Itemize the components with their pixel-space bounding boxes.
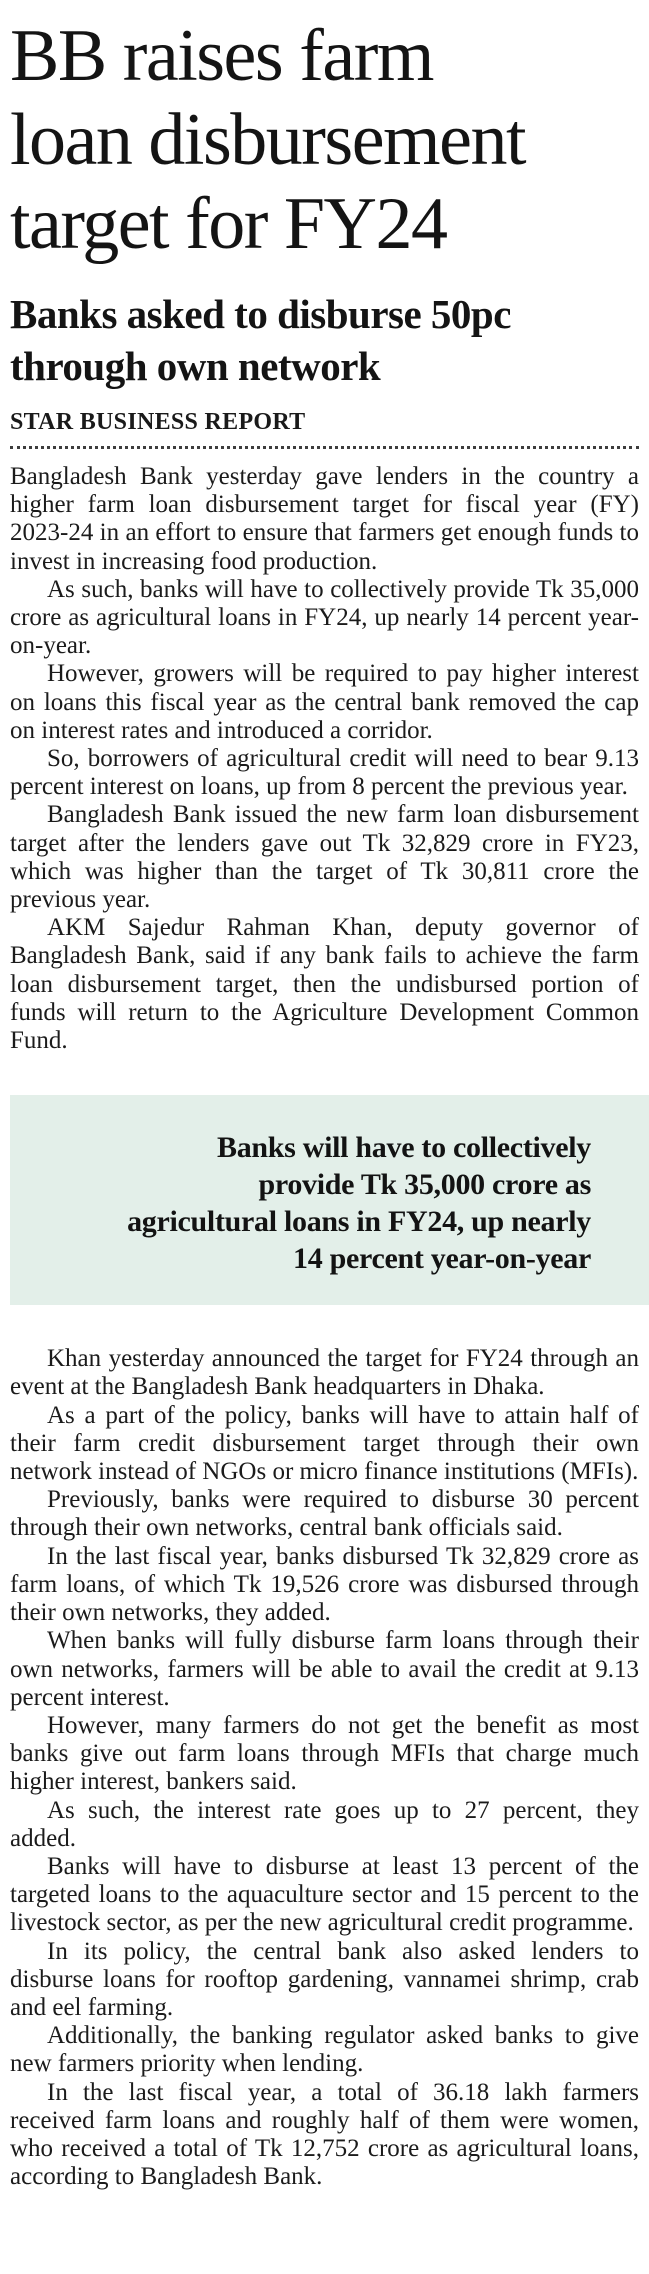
subheadline-line: Banks asked to disburse 50pc [10,291,511,337]
paragraph: In the last fiscal year, banks disbursed Tk 32,829 crore as farm loans, of which Tk 19,526 crore was disbursed through their own networks, they added. [10,1542,639,1627]
headline-line: target for FY24 [10,183,447,265]
subheadline [10,288,639,392]
paragraph: Previously, banks were required to disburse 30 percent through their own networks, central bank officials said. [10,1486,639,1542]
dotted-separator [10,446,639,449]
headline-line: loan disbursement [10,99,526,181]
pull-quote-line: Banks will have to collectively [216,1131,591,1165]
paragraph: Additionally, the banking regulator asked banks to give new farmers priority when lending. [10,2022,639,2078]
article-body-top [10,463,639,1055]
paragraph: As a part of the policy, banks will have to attain half of their farm credit disbursement target through their own network instead of NGOs or micro finance institutions (MFIs). [10,1401,639,1486]
byline: STAR BUSINESS REPORT [10,409,306,435]
headline [10,14,639,266]
paragraph: AKM Sajedur Rahman Khan, deputy governor of Bangladesh Bank, said if any bank fails to achieve the farm loan disbursement target, then the undisbursed portion of funds will return to the Agriculture Development Common Fund. [10,914,639,1055]
paragraph: In the last fiscal year, a total of 36.18 lakh farmers received farm loans and roughly half of them were women, who received a total of Tk 12,752 crore as agricultural loans, according to Bangladesh Bank. [10,2078,639,2191]
paragraph: As such, the interest rate goes up to 27 percent, they added. [10,1796,639,1852]
pull-quote [10,1095,649,1305]
pull-quote-line: agricultural loans in FY24, up nearly [127,1205,591,1239]
paragraph: Bangladesh Bank issued the new farm loan disbursement target after the lenders gave out Tk 32,829 crore in FY23, which was higher than the target of Tk 30,811 crore the previous year. [10,801,639,914]
paragraph: Khan yesterday announced the target for FY24 through an event at the Bangladesh Bank headquarters in Dhaka. [10,1345,639,1401]
article-body-bottom [10,1345,639,2191]
subheadline-line: through own network [10,343,381,389]
headline-line: BB raises farm [10,15,433,97]
news-article [0,14,649,2191]
pull-quote-line: 14 percent year-on-year [293,1242,591,1276]
paragraph: Banks will have to disburse at least 13 percent of the targeted loans to the aquaculture sector and 15 percent to the livestock sector, as per the new agricultural credit programme. [10,1852,639,1937]
paragraph: Bangladesh Bank yesterday gave lenders in the country a higher farm loan disbursement target for fiscal year (FY) 2023-24 in an effort to ensure that farmers get enough funds to invest in increasing food production. [10,463,639,575]
paragraph: However, many farmers do not get the benefit as most banks give out farm loans through MFIs that charge much higher interest, bankers said. [10,1711,639,1796]
paragraph: In its policy, the central bank also asked lenders to disburse loans for rooftop gardening, vannamei shrimp, crab and eel farming. [10,1937,639,2021]
paragraph: So, borrowers of agricultural credit will need to bear 9.13 percent interest on loans, up from 8 percent the previous year. [10,745,639,801]
pull-quote-line: provide Tk 35,000 crore as [258,1168,591,1202]
paragraph: As such, banks will have to collectively provide Tk 35,000 crore as agricultural loans in FY24, up nearly 14 percent year-on-year. [10,575,639,660]
paragraph: However, growers will be required to pay higher interest on loans this fiscal year as the central bank removed the cap on interest rates and introduced a corridor. [10,660,639,744]
paragraph: When banks will fully disburse farm loans through their own networks, farmers will be able to avail the credit at 9.13 percent interest. [10,1627,639,1711]
